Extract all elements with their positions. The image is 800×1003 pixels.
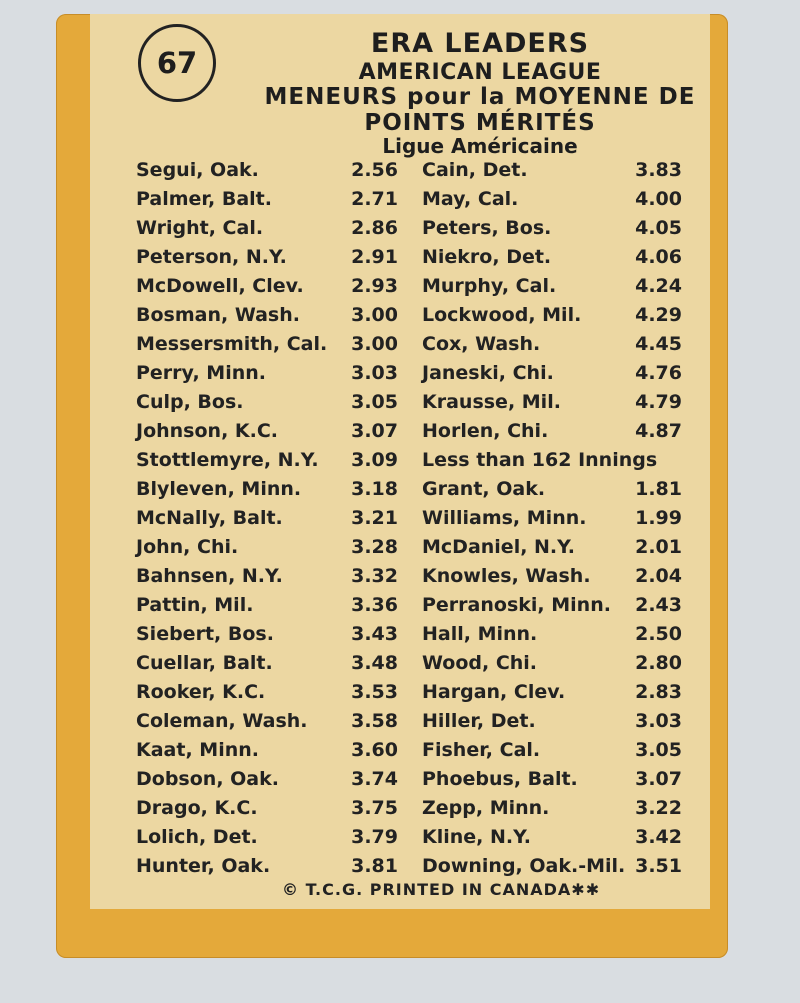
player-era: 3.75 [351,797,398,819]
player-era: 3.00 [351,304,398,326]
player-name: Drago, K.C. [136,797,258,819]
table-row [56,475,728,504]
player-name: Horlen, Chi. [422,420,549,442]
player-name: Cain, Det. [422,159,528,181]
player-name: McDaniel, N.Y. [422,536,575,558]
table-row [56,272,728,301]
table-row [56,707,728,736]
player-era: 3.36 [351,594,398,616]
player-name: Blyleven, Minn. [136,478,302,500]
player-era: 2.71 [351,188,398,210]
player-era: 3.42 [635,826,682,848]
player-era: 2.01 [635,536,682,558]
table-row [56,765,728,794]
player-name: Palmer, Balt. [136,188,272,210]
player-name: McNally, Balt. [136,507,283,529]
player-name: Lolich, Det. [136,826,258,848]
player-name: Williams, Minn. [422,507,587,529]
baseball-card-back [56,14,728,958]
table-row [56,823,728,852]
player-name: Hunter, Oak. [136,855,271,877]
league-heading: AMERICAN LEAGUE [358,60,602,85]
player-name: Stottlemyre, N.Y. [136,449,319,471]
player-era: 3.48 [351,652,398,674]
player-name: Cox, Wash. [422,333,541,355]
player-name: Peters, Bos. [422,217,552,239]
table-row [56,620,728,649]
table-row [56,446,728,475]
player-name: Hiller, Det. [422,710,536,732]
player-name: Bahnsen, N.Y. [136,565,283,587]
player-era: 3.81 [351,855,398,877]
player-name: Knowles, Wash. [422,565,591,587]
player-era: 3.21 [351,507,398,529]
player-era: 1.81 [635,478,682,500]
player-era: 2.50 [635,623,682,645]
table-row [56,504,728,533]
player-name: Segui, Oak. [136,159,259,181]
player-name: Siebert, Bos. [136,623,274,645]
player-name: Phoebus, Balt. [422,768,578,790]
player-name: Downing, Oak.-Mil. [422,855,626,877]
player-era: 4.79 [635,391,682,413]
table-row [56,185,728,214]
player-name: Hargan, Clev. [422,681,566,703]
table-row [56,591,728,620]
table-row [56,214,728,243]
french-title-line-2: POINTS MÉRITÉS [364,110,596,136]
player-name: Hall, Minn. [422,623,538,645]
card-title: ERA LEADERS [370,28,590,59]
player-name: Grant, Oak. [422,478,546,500]
table-row [56,736,728,765]
player-era: 3.09 [351,449,398,471]
player-era: 3.07 [351,420,398,442]
player-era: 3.05 [351,391,398,413]
player-era: 4.00 [635,188,682,210]
player-era: 2.43 [635,594,682,616]
player-name: Culp, Bos. [136,391,244,413]
table-row [56,330,728,359]
player-name: Bosman, Wash. [136,304,300,326]
table-row [56,359,728,388]
card-number: 67 [138,24,216,102]
card-footer: © T.C.G. PRINTED IN CANADA✱✱ [282,880,601,899]
player-name: McDowell, Clev. [136,275,304,297]
player-era: 3.83 [635,159,682,181]
player-era: 2.04 [635,565,682,587]
player-era: 3.28 [351,536,398,558]
table-row [56,388,728,417]
player-name: Niekro, Det. [422,246,552,268]
player-era: 3.07 [635,768,682,790]
player-name: May, Cal. [422,188,519,210]
player-name: Murphy, Cal. [422,275,557,297]
player-era: 4.76 [635,362,682,384]
player-name: Pattin, Mil. [136,594,254,616]
player-era: 4.06 [635,246,682,268]
player-era: 4.24 [635,275,682,297]
french-title-line-1: MENEURS pour la MOYENNE DE [264,84,696,110]
innings-note: Less than 162 Innings [422,449,658,471]
table-row [56,852,728,881]
player-era: 3.58 [351,710,398,732]
player-name: Wright, Cal. [136,217,264,239]
player-name: Krausse, Mil. [422,391,561,413]
french-league-heading: Ligue Américaine [382,134,578,158]
player-name: Cuellar, Balt. [136,652,273,674]
player-name: Perry, Minn. [136,362,266,384]
player-era: 2.86 [351,217,398,239]
player-era: 3.32 [351,565,398,587]
player-era: 4.05 [635,217,682,239]
table-row [56,649,728,678]
player-name: Peterson, N.Y. [136,246,287,268]
player-era: 4.45 [635,333,682,355]
player-name: John, Chi. [136,536,239,558]
player-era: 3.18 [351,478,398,500]
player-era: 3.60 [351,739,398,761]
player-name: Janeski, Chi. [422,362,554,384]
player-name: Kline, N.Y. [422,826,531,848]
player-era: 2.91 [351,246,398,268]
player-era: 3.03 [351,362,398,384]
player-name: Johnson, K.C. [136,420,278,442]
player-era: 4.87 [635,420,682,442]
player-era: 2.56 [351,159,398,181]
player-era: 3.43 [351,623,398,645]
table-row [56,301,728,330]
player-name: Dobson, Oak. [136,768,279,790]
player-era: 2.83 [635,681,682,703]
table-row [56,678,728,707]
player-name: Zepp, Minn. [422,797,550,819]
table-row [56,156,728,185]
player-era: 3.00 [351,333,398,355]
player-name: Kaat, Minn. [136,739,259,761]
player-era: 3.03 [635,710,682,732]
player-name: Fisher, Cal. [422,739,541,761]
player-name: Messersmith, Cal. [136,333,328,355]
table-row [56,243,728,272]
player-era: 1.99 [635,507,682,529]
player-era: 3.51 [635,855,682,877]
table-row [56,794,728,823]
player-name: Perranoski, Minn. [422,594,611,616]
table-row [56,562,728,591]
table-row [56,417,728,446]
player-era: 3.05 [635,739,682,761]
player-name: Wood, Chi. [422,652,538,674]
player-era: 4.29 [635,304,682,326]
player-name: Coleman, Wash. [136,710,308,732]
player-era: 3.22 [635,797,682,819]
player-era: 3.74 [351,768,398,790]
player-era: 3.53 [351,681,398,703]
player-era: 2.93 [351,275,398,297]
player-era: 3.79 [351,826,398,848]
player-era: 2.80 [635,652,682,674]
player-name: Rooker, K.C. [136,681,266,703]
player-name: Lockwood, Mil. [422,304,582,326]
table-row [56,533,728,562]
